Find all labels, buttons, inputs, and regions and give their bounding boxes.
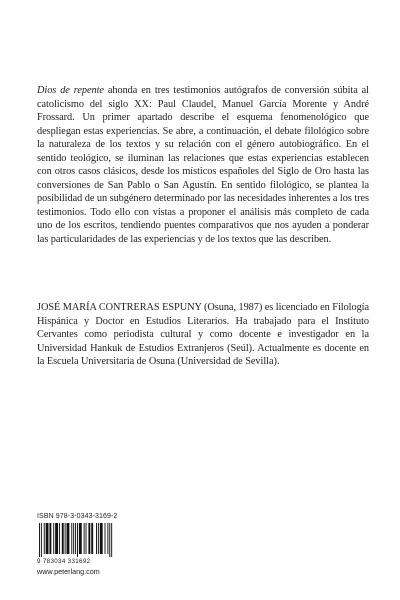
barcode-bar xyxy=(109,523,110,557)
barcode-bar xyxy=(86,523,87,554)
barcode-bar xyxy=(100,523,103,554)
barcode-bar xyxy=(59,523,60,554)
barcode-bar xyxy=(41,523,42,557)
book-description xyxy=(37,84,369,247)
barcode-bar xyxy=(67,523,70,554)
barcode-bar xyxy=(105,523,106,554)
barcode-bar xyxy=(53,523,54,554)
barcode-bar xyxy=(91,523,93,554)
isbn-label: ISBN 978-3-0343-3169-2 xyxy=(37,513,118,520)
book-description-text: ahonda en tres testimonios autógrafos de conversión súbita al catolicismo del siglo XX: Paul Claudel, Manuel García Morente y André Frossard. Un primer apartado describe el esquema fenomenológico que despliegan estas experiencias. Se abre, a continuación, el debate filológico sobre la naturaleza de los textos y su relación con el género autobiográfico. En el sentido teológico, se iluminan las relaciones que estas experiencias establecen con otros casos clásicos, desde los místicos españoles del Siglo de Oro hasta las conversiones de San Pablo o San Agustín. En sentido filológico, se plantea la posibilidad de un subgénero determinado por las necesidades inherentes a los tres testimonios. Todo ello con vistas a proponer el análisis más completo de cada uno de los escritos, tendiendo puentes comparativos que nos ayuden a ponderar las particularidades de las experiencias y de los textos que las describen. xyxy=(37,85,369,246)
barcode-bar xyxy=(39,523,40,557)
barcode-bar xyxy=(73,523,74,554)
barcode-block xyxy=(37,512,129,576)
barcode-bar xyxy=(107,523,108,554)
barcode-bar xyxy=(46,523,49,554)
barcode-bar xyxy=(111,523,112,557)
book-title-italic: Dios de repente xyxy=(37,85,104,96)
barcode-bar xyxy=(65,523,66,554)
barcode-bar xyxy=(84,523,85,554)
barcode-bar xyxy=(77,523,78,557)
barcode-digits: 9 783034 331692 xyxy=(37,558,91,565)
barcode-bar xyxy=(44,523,45,554)
barcode-bar xyxy=(88,523,90,554)
barcode-bar xyxy=(75,523,76,554)
barcode-bar xyxy=(98,523,99,554)
barcode-bar xyxy=(79,523,82,554)
isbn-barcode xyxy=(37,523,127,557)
publisher-website: www.peterlang.com xyxy=(37,567,100,576)
barcode-bar xyxy=(71,523,72,554)
barcode-bar xyxy=(49,523,51,554)
author-biography: JOSÉ MARÍA CONTRERAS ESPUNY (Osuna, 1987) es licenciado en Filología Hispánica y Doctor en Estudios Literarios. Ha trabajado para el Instituto Cervantes como periodista cultural y como docente e investigador en la Universidad Hankuk de Estudios Extranjeros (Seúl). Actualmente es docente en la Escuela Universitaria de Osuna (Universidad de Sevilla). xyxy=(37,302,369,368)
barcode-bar xyxy=(62,523,64,554)
barcode-bar xyxy=(96,523,97,554)
barcode-bar xyxy=(55,523,58,554)
